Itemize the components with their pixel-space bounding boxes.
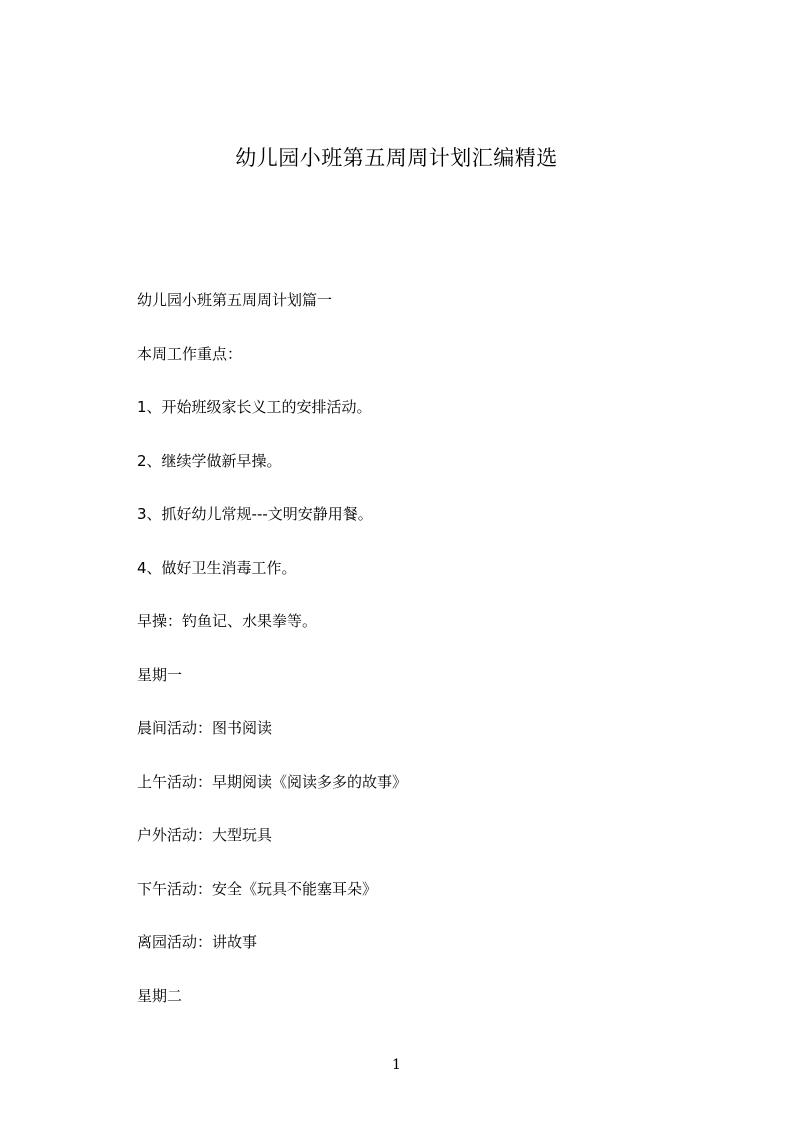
document-body: [137, 287, 697, 1036]
paragraph: 下午活动：安全《玩具不能塞耳朵》: [137, 879, 378, 898]
paragraph: 晨间活动：图书阅读: [137, 719, 273, 737]
paragraph: 本周工作重点：: [137, 344, 243, 363]
paragraph: 离园活动：讲故事: [137, 933, 258, 951]
paragraph: 1、开始班级家长义工的安排活动。: [137, 398, 372, 416]
section-heading: 幼儿园小班第五周周计划篇一: [137, 291, 333, 309]
document-title: 幼儿园小班第五周周计划汇编精选: [235, 146, 558, 170]
page-number: 1: [392, 1057, 401, 1073]
day-heading: 星期二: [137, 986, 183, 1005]
paragraph: 3、抓好幼儿常规---文明安静用餐。: [137, 505, 373, 523]
paragraph: 户外活动：大型玩具: [137, 826, 273, 844]
paragraph: 上午活动：早期阅读《阅读多多的故事》: [137, 772, 408, 791]
day-heading: 星期一: [137, 665, 183, 684]
paragraph: 2、继续学做新早操。: [137, 451, 282, 470]
paragraph: 4、做好卫生消毒工作。: [137, 558, 297, 577]
paragraph: 早操：钓鱼记、水果拳等。: [137, 612, 318, 630]
